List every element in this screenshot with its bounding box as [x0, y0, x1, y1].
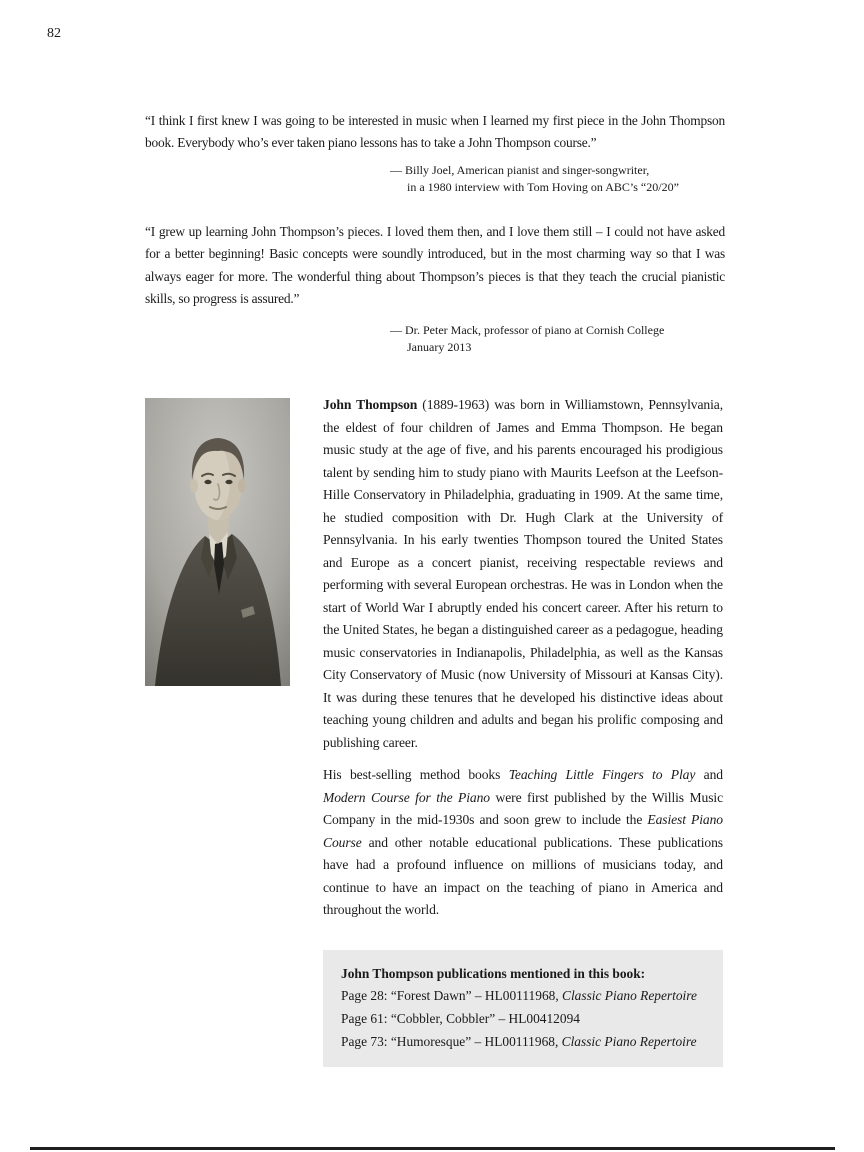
publication-entry-series: Classic Piano Repertoire [562, 988, 697, 1004]
biography-paragraph-1-text: (1889-1963) was born in Williamstown, Pennsylvania, the eldest of four children of James and Emma Thompson. He began music study at the age of five, and his parents encouraged his prodigious talent by sending him to study piano with Maurits Leefson at the Leefson-Hille Conservatory in Philadelphia, graduating in 1909. At the same time, he studied composition with Dr. Hugh Clark at the University of Pennsylvania. In his early twenties Thompson toured the United States and Europe as a concert pianist, receiving respectable reviews and performing with several European orchestras. He was in London when the start of World War I abruptly ended his concert career. After his return to the United States, he began a distinguished career as a pedagogue, heading music conservatories in Indianapolis, Philadelphia, as well as the Kansas City Conservatory of Music (now University of Missouri at Kansas City). It was during these tenures that he developed his distinctive ideas about teaching young children and adults and began his prolific composing and publishing career. [323, 397, 723, 750]
bio-p2-segment: and other notable educational publications. These publications have had a profound influence on millions of musicians today, and continue to have an impact on the teaching of piano in America and throughout the world. [323, 834, 723, 917]
book-title-modern-course: Modern Course for the Piano [323, 789, 491, 805]
portrait-illustration [145, 398, 290, 686]
quote-attribution [390, 162, 725, 197]
publications-box-title: John Thompson publications mentioned in this book: [341, 965, 646, 981]
book-title-easiest-piano-course: Easiest Piano Course [323, 812, 723, 850]
john-thompson-portrait-photo [145, 398, 290, 686]
biography-paragraph-2 [323, 764, 723, 922]
biography-column [323, 394, 723, 1067]
publication-entry-text: Page 73: “Humoresque” – HL00111968, [341, 1033, 562, 1049]
publication-entry-text: Page 28: “Forest Dawn” – HL00111968, [341, 988, 563, 1004]
bio-p2-segment: were first published by the Willis Music Company in the mid-1930s and soon grew to include the [323, 789, 723, 827]
publications-box [323, 950, 723, 1067]
quote-billy-joel [145, 110, 725, 197]
publication-entry [341, 985, 709, 1008]
quote-peter-mack [145, 221, 725, 357]
page-number: 82 [47, 26, 61, 41]
biography-subject-name: John Thompson [323, 397, 418, 412]
bio-p2-segment: and [695, 767, 723, 782]
quote-text: “I think I first knew I was going to be interested in music when I learned my first piece in the John Thompson book. Everybody who’s ever taken piano lessons has to take a John Thompson course.” [145, 113, 725, 151]
quote-text: “I grew up learning John Thompson’s pieces. I loved them then, and I love them still – I could not have asked for a better beginning! Basic concepts were soundly introduced, but in the most charming way so that I was always eager for more. The wonderful thing about Thompson’s pieces is that they teach the crucial pianistic skills, so progress is assured.” [145, 224, 725, 307]
attribution-line-2: January 2013 [407, 340, 472, 355]
publication-entry [341, 1031, 709, 1054]
publication-entry-text: Page 61: “Cobbler, Cobbler” – HL00412094 [341, 1011, 580, 1027]
biography-paragraph-1 [323, 394, 723, 754]
attribution-line-1: — Dr. Peter Mack, professor of piano at Cornish College [390, 322, 665, 337]
book-title-teaching-little-fingers: Teaching Little Fingers to Play [508, 767, 696, 782]
quote-attribution [390, 322, 725, 357]
page-bottom-edge [30, 1147, 835, 1150]
attribution-line-1: — Billy Joel, American pianist and singer-songwriter, [390, 162, 650, 177]
publication-entry [341, 1008, 709, 1031]
attribution-line-2: in a 1980 interview with Tom Hoving on ABC’s “20/20” [407, 180, 679, 195]
publication-entry-series: Classic Piano Repertoire [561, 1033, 697, 1049]
bio-p2-segment: His best-selling method books [323, 767, 509, 782]
